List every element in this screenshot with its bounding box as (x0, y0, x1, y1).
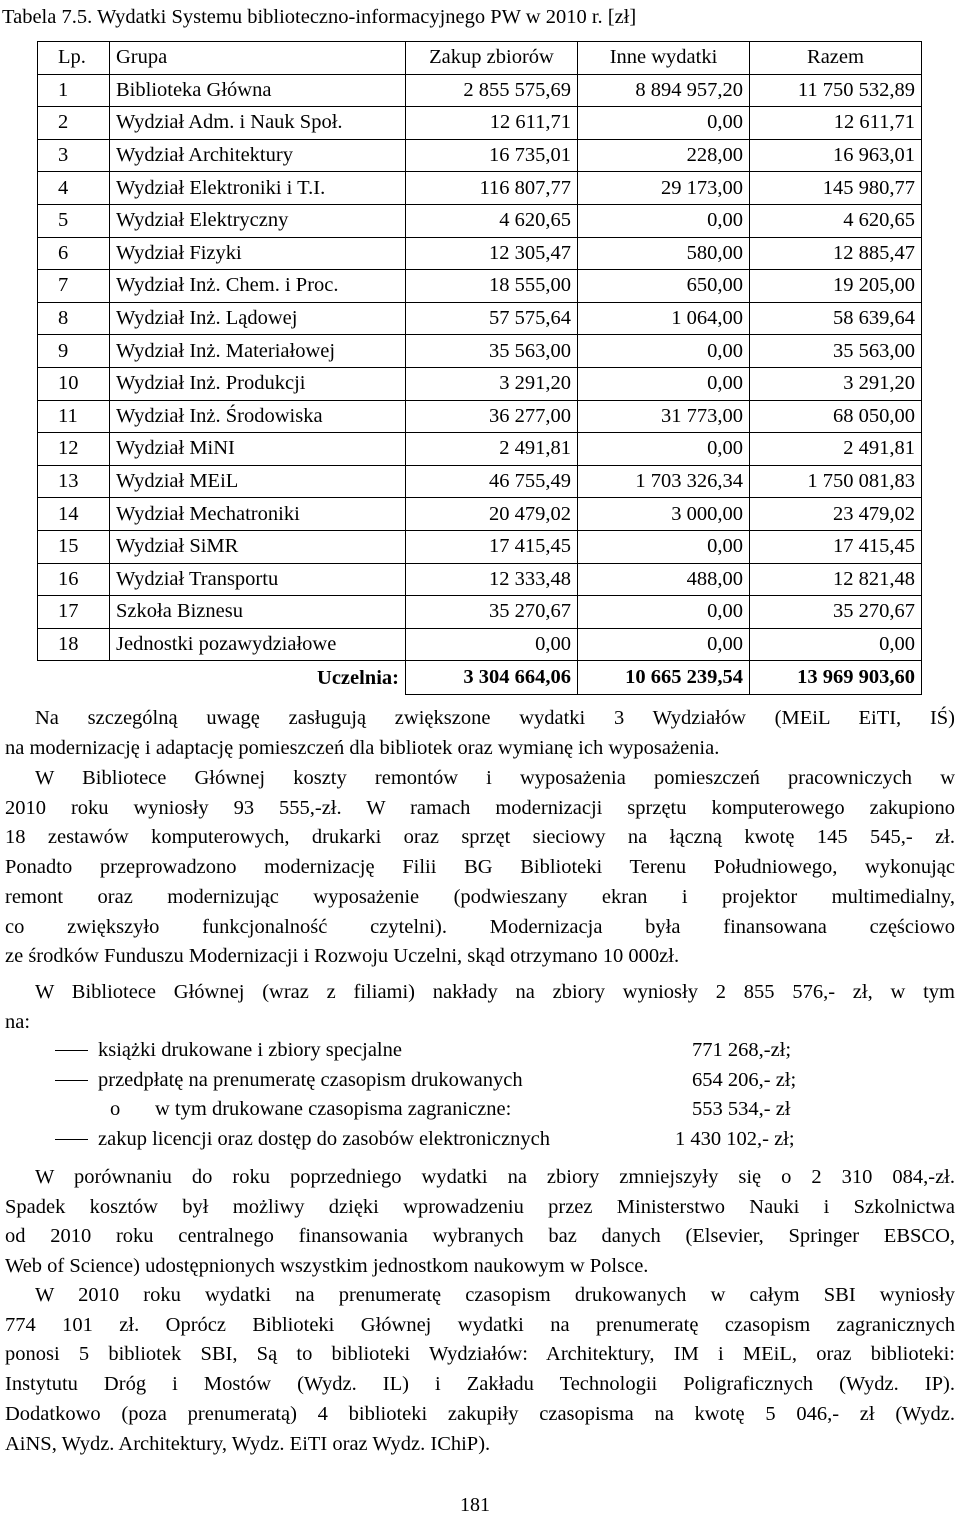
table-row (38, 335, 922, 368)
cell-inne: 0,00 (578, 367, 750, 400)
cell-inne: 1 703 326,34 (578, 465, 750, 498)
cell-razem: 12 885,47 (750, 237, 922, 270)
cell-grupa: Wydział Elektryczny (110, 204, 406, 237)
circle-bullet: o (110, 1098, 121, 1121)
cell-lp: 17 (38, 596, 110, 629)
paragraph-5 (5, 1281, 955, 1459)
cell-razem: 0,00 (750, 628, 922, 661)
list-item-text: książki drukowane i zbiory specjalne (98, 1039, 402, 1061)
list-item-value: 1 430 102,- zł; (675, 1128, 795, 1151)
total-razem: 13 969 903,60 (750, 661, 922, 695)
list-item (55, 1036, 905, 1066)
paragraph-3 (5, 978, 955, 1037)
cell-grupa: Wydział Fizyki (110, 237, 406, 270)
cell-inne: 3 000,00 (578, 498, 750, 531)
text-line: 774 101 zł. Oprócz Biblioteki Głównej wydatki na prenumeratę czasopism zagranicznych (5, 1313, 955, 1336)
text-line: Na szczególną uwagę zasługują zwiększone wydatki 3 Wydziałów (MEiL EiTI, IŚ) (35, 707, 955, 729)
cell-inne: 31 773,00 (578, 400, 750, 433)
cell-zakup: 20 479,02 (406, 498, 578, 531)
cell-lp: 14 (38, 498, 110, 531)
text-line: co zwiększyło funkcjonalność czytelni). Modernizacja była finansowana częściowo (5, 915, 955, 938)
dash-bullet (55, 1139, 88, 1140)
cell-razem: 68 050,00 (750, 400, 922, 433)
text-line: na: (5, 1010, 31, 1033)
table-row (38, 270, 922, 303)
header-zakup: Zakup zbiorów (406, 42, 578, 75)
list-subitem (55, 1095, 905, 1125)
total-inne: 10 665 239,54 (578, 661, 750, 695)
cell-grupa: Wydział MEiL (110, 465, 406, 498)
paragraph-4 (5, 1163, 955, 1282)
list-item-value: 654 206,- zł; (692, 1068, 797, 1091)
cell-lp: 15 (38, 530, 110, 563)
cell-razem: 35 270,67 (750, 596, 922, 629)
cell-razem: 11 750 532,89 (750, 74, 922, 107)
cell-razem: 35 563,00 (750, 335, 922, 368)
cell-inne: 488,00 (578, 563, 750, 596)
cell-zakup: 2 855 575,69 (406, 74, 578, 107)
table-row (38, 400, 922, 433)
cell-zakup: 3 291,20 (406, 367, 578, 400)
list-item-text: przedpłatę na prenumeratę czasopism drukowanych (98, 1068, 523, 1091)
cell-zakup: 17 415,45 (406, 530, 578, 563)
cell-zakup: 4 620,65 (406, 204, 578, 237)
cell-grupa: Szkoła Biznesu (110, 596, 406, 629)
table-row (38, 302, 922, 335)
cell-zakup: 116 807,77 (406, 172, 578, 205)
cell-inne: 580,00 (578, 237, 750, 270)
dash-bullet (55, 1080, 88, 1081)
cell-inne: 228,00 (578, 139, 750, 172)
cell-grupa: Biblioteka Główna (110, 74, 406, 107)
cell-lp: 9 (38, 335, 110, 368)
cell-lp: 12 (38, 433, 110, 466)
list-item-text: w tym drukowane czasopisma zagraniczne: (155, 1098, 512, 1121)
table-row (38, 433, 922, 466)
page-number: 181 (460, 1494, 490, 1516)
cell-grupa: Wydział Transportu (110, 563, 406, 596)
cell-inne: 650,00 (578, 270, 750, 303)
cell-inne: 0,00 (578, 530, 750, 563)
cell-razem: 4 620,65 (750, 204, 922, 237)
cell-razem: 58 639,64 (750, 302, 922, 335)
table-row (38, 74, 922, 107)
cell-zakup: 16 735,01 (406, 139, 578, 172)
cell-zakup: 12 611,71 (406, 107, 578, 140)
cell-razem: 23 479,02 (750, 498, 922, 531)
cell-lp: 18 (38, 628, 110, 661)
table-header-row (38, 42, 922, 75)
cell-lp: 13 (38, 465, 110, 498)
text-line: Ponadto przeprowadzono modernizację Filii BG Biblioteki Terenu Południowego, wykonując (5, 856, 955, 879)
list-item (55, 1125, 905, 1155)
cell-inne: 0,00 (578, 335, 750, 368)
cell-lp: 5 (38, 204, 110, 237)
table-row (38, 465, 922, 498)
list-item-text: zakup licencji oraz dostęp do zasobów elektronicznych (98, 1128, 550, 1151)
text-line: W porównaniu do roku poprzedniego wydatki na zbiory zmniejszyły się o 2 310 084,-zł. (35, 1166, 955, 1188)
cell-inne: 29 173,00 (578, 172, 750, 205)
cell-lp: 11 (38, 400, 110, 433)
cell-lp: 2 (38, 107, 110, 140)
table-caption: Tabela 7.5. Wydatki Systemu biblioteczno-informacyjnego PW w 2010 r. [zł] (2, 6, 637, 28)
cell-inne: 8 894 957,20 (578, 74, 750, 107)
cell-razem: 12 821,48 (750, 563, 922, 596)
cell-lp: 4 (38, 172, 110, 205)
cell-lp: 16 (38, 563, 110, 596)
cell-inne: 0,00 (578, 628, 750, 661)
cell-razem: 3 291,20 (750, 367, 922, 400)
cell-lp: 1 (38, 74, 110, 107)
cell-grupa: Wydział MiNI (110, 433, 406, 466)
dash-bullet (55, 1050, 88, 1051)
cell-razem: 17 415,45 (750, 530, 922, 563)
cell-lp: 6 (38, 237, 110, 270)
cell-razem: 1 750 081,83 (750, 465, 922, 498)
cell-inne: 1 064,00 (578, 302, 750, 335)
cell-grupa: Jednostki pozawydziałowe (110, 628, 406, 661)
text-line: 2010 roku wyniosły 93 555,-zł. W ramach modernizacji sprzętu komputerowego zakupiono (5, 796, 955, 819)
text-line: Web of Science) udostępnionych wszystkim jednostkom naukowym w Polsce. (5, 1255, 649, 1278)
header-lp: Lp. (38, 42, 110, 75)
text-line: W Bibliotece Głównej koszty remontów i wyposażenia pomieszczeń pracowniczych w (35, 767, 955, 789)
expenses-table (37, 41, 922, 695)
cell-inne: 0,00 (578, 596, 750, 629)
table-total-row (38, 661, 922, 695)
table-row (38, 367, 922, 400)
cell-grupa: Wydział Adm. i Nauk Społ. (110, 107, 406, 140)
text-line: W 2010 roku wydatki na prenumeratę czasopism drukowanych w całym SBI wyniosły (35, 1284, 955, 1306)
paragraph-2 (5, 764, 955, 972)
table-row (38, 498, 922, 531)
table-row (38, 172, 922, 205)
table-row (38, 237, 922, 270)
cell-grupa: Wydział Architektury (110, 139, 406, 172)
table-row (38, 204, 922, 237)
table-row (38, 139, 922, 172)
cell-grupa: Wydział Elektroniki i T.I. (110, 172, 406, 205)
text-line: W Bibliotece Głównej (wraz z filiami) nakłady na zbiory wyniosły 2 855 576,- zł, w tym (35, 981, 955, 1003)
text-line: remont oraz modernizując wyposażenie (podwieszany ekran i projektor multimedialny, (5, 885, 955, 908)
cell-grupa: Wydział Inż. Środowiska (110, 400, 406, 433)
cell-razem: 19 205,00 (750, 270, 922, 303)
text-line: Dodatkowo (poza prenumeratą) 4 biblioteki zakupiły czasopisma na kwotę 5 046,- zł (Wydz. (5, 1402, 955, 1425)
total-zakup: 3 304 664,06 (406, 661, 578, 695)
cell-razem: 145 980,77 (750, 172, 922, 205)
cell-grupa: Wydział Mechatroniki (110, 498, 406, 531)
cell-zakup: 35 270,67 (406, 596, 578, 629)
cell-zakup: 36 277,00 (406, 400, 578, 433)
paragraph-1 (5, 704, 955, 763)
list-item-value: 771 268,-zł; (692, 1039, 792, 1061)
table-row (38, 563, 922, 596)
cell-grupa: Wydział Inż. Chem. i Proc. (110, 270, 406, 303)
text-line: na modernizację i adaptację pomieszczeń dla bibliotek oraz wymianę ich wyposażenia. (5, 736, 720, 759)
cell-zakup: 12 305,47 (406, 237, 578, 270)
cell-zakup: 12 333,48 (406, 563, 578, 596)
text-line: 18 zestawów komputerowych, drukarki oraz sprzęt sieciowy na łączną kwotę 145 545,- zł. (5, 826, 955, 849)
cell-grupa: Wydział Inż. Produkcji (110, 367, 406, 400)
cell-grupa: Wydział SiMR (110, 530, 406, 563)
header-grupa: Grupa (110, 42, 406, 75)
cell-zakup: 0,00 (406, 628, 578, 661)
text-line: ze środków Funduszu Modernizacji i Rozwoju Uczelni, skąd otrzymano 10 000zł. (5, 945, 680, 968)
header-inne: Inne wydatki (578, 42, 750, 75)
expense-list (55, 1036, 905, 1155)
header-razem: Razem (750, 42, 922, 75)
cell-grupa: Wydział Inż. Lądowej (110, 302, 406, 335)
cell-lp: 8 (38, 302, 110, 335)
table-row (38, 107, 922, 140)
cell-zakup: 57 575,64 (406, 302, 578, 335)
text-line: Instytutu Dróg i Mostów (Wydz. IL) i Zakładu Technologii Poligraficznych (Wydz. IP). (5, 1373, 955, 1396)
table-row (38, 530, 922, 563)
cell-inne: 0,00 (578, 433, 750, 466)
cell-zakup: 18 555,00 (406, 270, 578, 303)
cell-razem: 2 491,81 (750, 433, 922, 466)
list-item (55, 1066, 905, 1096)
cell-zakup: 35 563,00 (406, 335, 578, 368)
cell-lp: 10 (38, 367, 110, 400)
cell-lp: 3 (38, 139, 110, 172)
cell-razem: 12 611,71 (750, 107, 922, 140)
cell-inne: 0,00 (578, 204, 750, 237)
text-line: ponosi 5 bibliotek SBI, Są to biblioteki Wydziałów: Architektury, IM i MEiL, oraz biblioteki: (5, 1343, 955, 1366)
text-line: od 2010 roku centralnego finansowania wybranych baz danych (Elsevier, Springer EBSCO, (5, 1225, 955, 1248)
cell-razem: 16 963,01 (750, 139, 922, 172)
cell-lp: 7 (38, 270, 110, 303)
text-line: Spadek kosztów był możliwy dzięki wprowadzeniu przez Ministerstwo Nauki i Szkolnictwa (5, 1195, 955, 1218)
text-line: AiNS, Wydz. Architektury, Wydz. EiTI oraz Wydz. IChiP). (5, 1432, 491, 1455)
total-label: Uczelnia: (38, 661, 406, 695)
table-row (38, 628, 922, 661)
cell-zakup: 46 755,49 (406, 465, 578, 498)
cell-inne: 0,00 (578, 107, 750, 140)
list-item-value: 553 534,- zł (692, 1098, 791, 1121)
cell-zakup: 2 491,81 (406, 433, 578, 466)
cell-grupa: Wydział Inż. Materiałowej (110, 335, 406, 368)
table-row (38, 596, 922, 629)
